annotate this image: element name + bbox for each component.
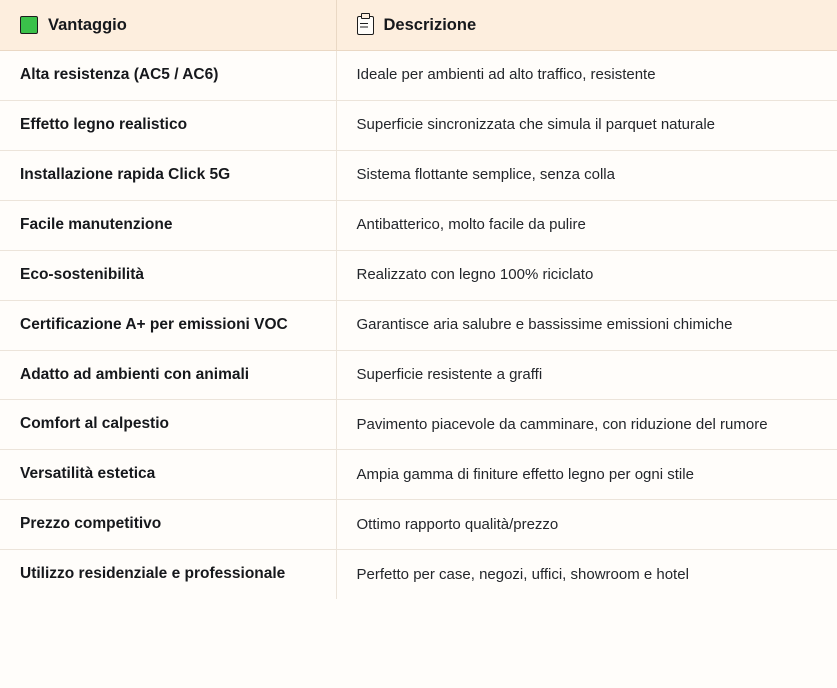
table-row	[0, 550, 837, 599]
cell-description: Ampia gamma di finiture effetto legno per ogni stile	[336, 450, 837, 500]
cell-description: Realizzato con legno 100% riciclato	[336, 250, 837, 300]
column-header-description	[336, 0, 837, 51]
cell-advantage: Effetto legno realistico	[0, 100, 336, 150]
cell-advantage: Utilizzo residenziale e professionale	[0, 550, 336, 599]
header-row	[0, 0, 837, 51]
cell-description: Perfetto per case, negozi, uffici, showroom e hotel	[356, 565, 689, 583]
column-header-advantage	[0, 0, 336, 51]
cell-description: Ideale per ambienti ad alto traffico, resistente	[336, 51, 837, 101]
table-row	[0, 200, 837, 250]
cell-advantage: Prezzo competitivo	[0, 500, 336, 550]
green-square-icon	[20, 16, 38, 34]
table-row	[0, 150, 837, 200]
table-row	[0, 51, 837, 101]
cell-advantage: Eco-sostenibilità	[0, 250, 336, 300]
column-header-advantage-label: Vantaggio	[48, 15, 127, 34]
cell-description: Ottimo rapporto qualità/prezzo	[336, 500, 837, 550]
clipboard-icon	[357, 16, 374, 35]
table-row	[0, 500, 837, 550]
cell-description: Sistema flottante semplice, senza colla	[336, 150, 837, 200]
table-row	[0, 450, 837, 500]
table-row	[0, 100, 837, 150]
cell-advantage: Alta resistenza (AC5 / AC6)	[0, 51, 336, 101]
cell-description: Pavimento piacevole da camminare, con riduzione del rumore	[336, 400, 837, 450]
cell-advantage: Certificazione A+ per emissioni VOC	[0, 300, 336, 350]
table-row	[0, 350, 837, 400]
cell-advantage: Adatto ad ambienti con animali	[0, 350, 336, 400]
cell-description: Superficie resistente a graffi	[336, 350, 837, 400]
cell-description: Garantisce aria salubre e bassissime emissioni chimiche	[336, 300, 837, 350]
table-row	[0, 400, 837, 450]
cell-description: Antibatterico, molto facile da pulire	[336, 200, 837, 250]
cell-advantage: Installazione rapida Click 5G	[0, 150, 336, 200]
table-header	[0, 0, 837, 51]
table-row	[0, 250, 837, 300]
table-body	[0, 51, 837, 600]
table-row	[0, 300, 837, 350]
cell-description: Superficie sincronizzata che simula il parquet naturale	[336, 100, 837, 150]
cell-advantage: Facile manutenzione	[0, 200, 336, 250]
column-header-description-label: Descrizione	[383, 15, 477, 34]
cell-advantage: Comfort al calpestio	[0, 400, 336, 450]
cell-advantage: Versatilità estetica	[0, 450, 336, 500]
